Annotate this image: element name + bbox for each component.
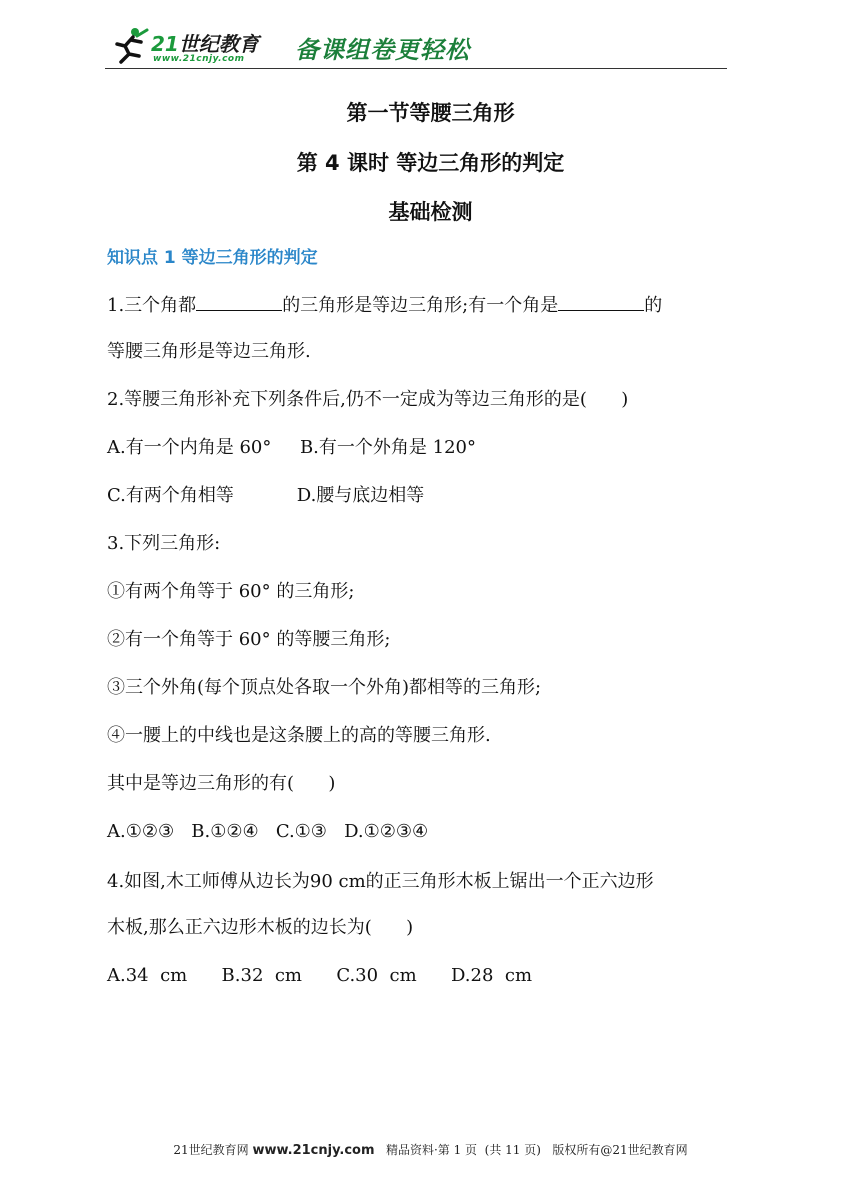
question-3-item-4: ④一腰上的中线也是这条腰上的高的等腰三角形. [107,725,491,746]
question-4-options: A.34 cm B.32 cm C.30 cm D.28 cm [107,965,533,986]
question-2-options-ab: A.有一个内角是 60° B.有一个外角是 120° [107,437,476,458]
question-1-continued: 等腰三角形是等边三角形. [107,341,311,362]
question-4: 4.如图,木工师傅从边长为90 cm的正三角形木板上锯出一个正六边形 [107,871,654,892]
part-title: 基础检测 [388,200,473,224]
brand-name: 21世纪教育 [151,32,259,56]
brand-url: www.21cnjy.com [153,54,245,64]
question-2-options-cd: C.有两个角相等 D.腰与底边相等 [107,485,425,506]
answer-blank[interactable] [196,292,282,311]
answer-blank[interactable] [558,292,644,311]
question-3-item-2: ②有一个角等于 60° 的等腰三角形; [107,629,391,650]
question-2: 2.等腰三角形补充下列条件后,仍不一定成为等边三角形的是( ) [107,389,629,410]
question-3-item-1: ①有两个角等于 60° 的三角形; [107,581,355,602]
knowledge-point-heading: 知识点 1 等边三角形的判定 [107,248,318,268]
section-title: 第一节等腰三角形 [346,101,515,125]
footer-url[interactable]: www.21cnjy.com [252,1143,375,1158]
question-1: 1.三个角都 的三角形是等边三角形;有一个角是 的 [107,292,662,318]
page-footer: 21世纪教育网 www.21cnjy.com 精品资料·第 1 页 (共 11 页) 版权所有@21世纪教育网 [173,1143,688,1158]
runner-logo-icon [111,26,149,64]
lesson-title: 第 4 课时 等边三角形的判定 [296,151,565,175]
header-divider [105,68,727,69]
question-3-options: A.①②③ B.①②④ C.①③ D.①②③④ [107,821,429,842]
header [105,20,727,72]
question-3-prompt: 其中是等边三角形的有( ) [107,773,336,794]
question-3-item-3: ③三个外角(每个顶点处各取一个外角)都相等的三角形; [107,677,542,698]
question-4-continued: 木板,那么正六边形木板的边长为( ) [107,917,414,938]
question-3: 3.下列三角形: [107,533,221,554]
brand-slogan: 备课组卷更轻松 [295,36,470,64]
